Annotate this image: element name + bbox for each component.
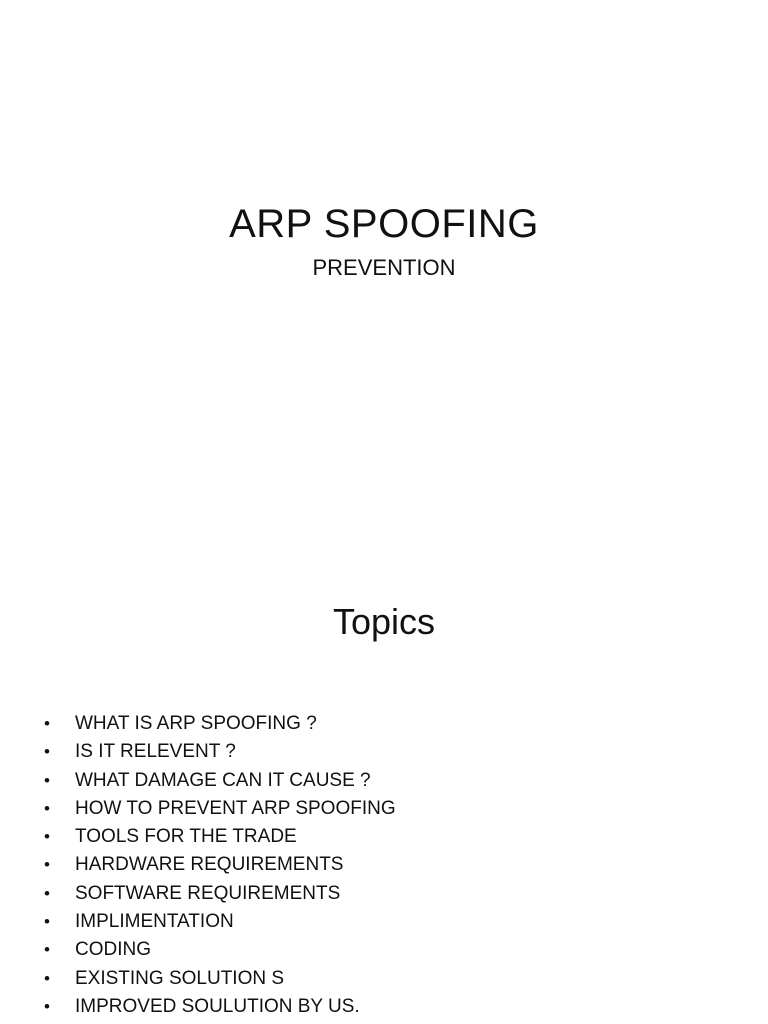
bullet-icon: • xyxy=(44,940,50,960)
list-item-text: TOOLS FOR THE TRADE xyxy=(75,826,297,848)
topics-slide xyxy=(0,576,768,1024)
list-item xyxy=(0,767,768,795)
list-item xyxy=(0,738,768,766)
bullet-icon: • xyxy=(44,827,50,847)
list-item-text: EXISTING SOLUTION S xyxy=(75,967,285,989)
bullet-icon: • xyxy=(44,770,50,790)
list-item xyxy=(0,823,768,851)
list-item-text: HARDWARE REQUIREMENTS xyxy=(75,854,344,876)
list-item-text: WHAT IS ARP SPOOFING ? xyxy=(75,713,317,734)
bullet-icon: • xyxy=(44,883,50,903)
list-item-text: CODING xyxy=(75,939,151,961)
list-item-text: IMPROVED SOULUTION BY US. xyxy=(75,995,360,1017)
list-item-text: IS IT RELEVENT ? xyxy=(75,741,236,763)
list-item xyxy=(0,936,768,964)
bullet-icon: • xyxy=(44,798,50,818)
list-item xyxy=(0,908,768,936)
list-item-text: WHAT DAMAGE CAN IT CAUSE ? xyxy=(75,769,371,791)
list-item-text: HOW TO PREVENT ARP SPOOFING xyxy=(75,797,396,819)
list-item xyxy=(0,993,768,1021)
list-item xyxy=(0,710,768,738)
bullet-icon: • xyxy=(44,855,50,875)
list-item-text: IMPLIMENTATION xyxy=(75,911,234,933)
list-item xyxy=(0,880,768,908)
list-item xyxy=(0,965,768,993)
slide-title: ARP SPOOFING xyxy=(229,202,539,246)
list-item-text: SOFTWARE REQUIREMENTS xyxy=(75,882,341,904)
slide-subtitle: PREVENTION xyxy=(312,255,456,280)
topics-list xyxy=(0,710,768,1021)
list-item xyxy=(0,851,768,879)
bullet-icon: • xyxy=(44,968,50,988)
topics-heading: Topics xyxy=(332,601,436,642)
bullet-icon: • xyxy=(44,996,50,1016)
bullet-icon: • xyxy=(44,912,50,932)
bullet-icon: • xyxy=(44,714,50,733)
list-item xyxy=(0,795,768,823)
bullet-icon: • xyxy=(44,742,50,762)
